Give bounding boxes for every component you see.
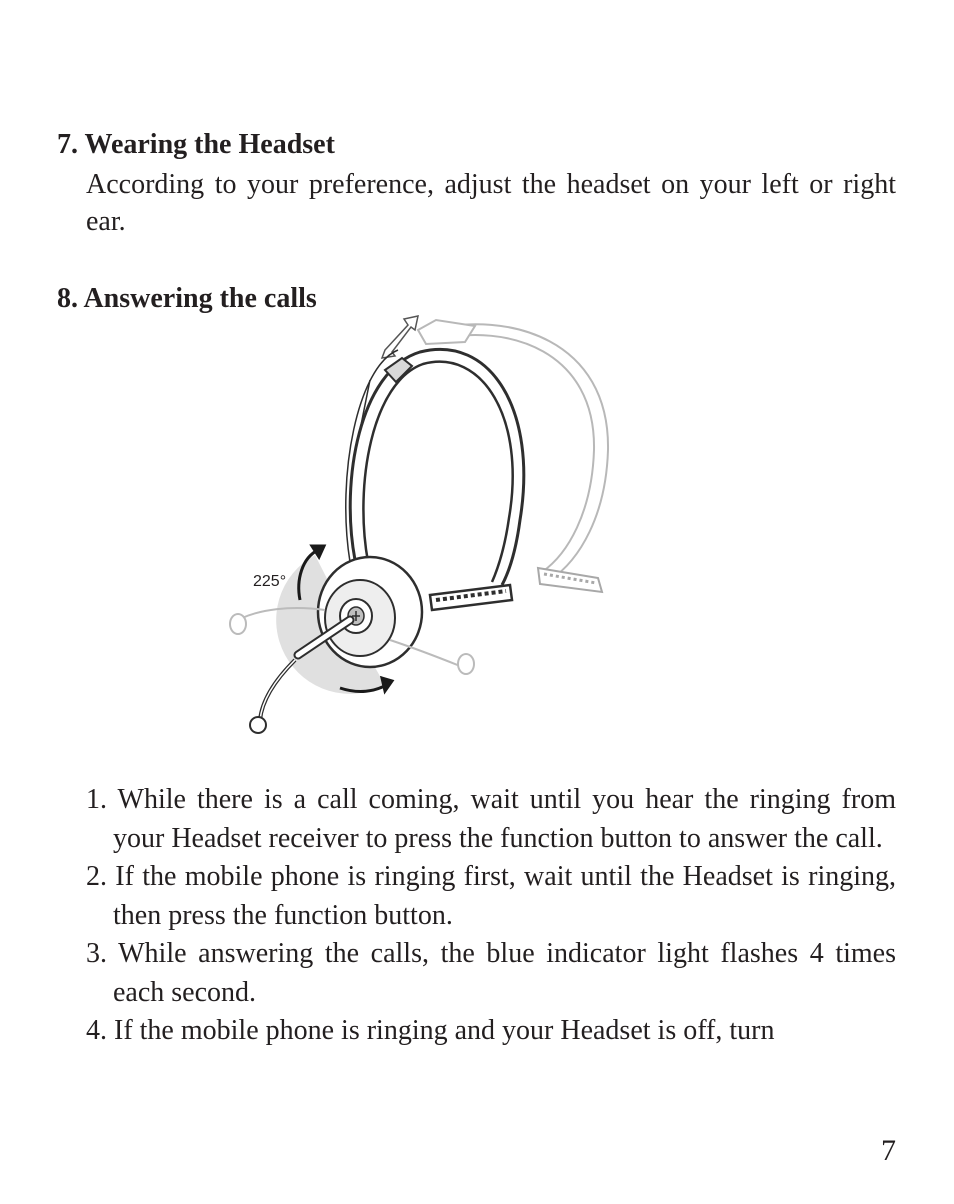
angle-label: 225° (253, 573, 287, 590)
section-7-heading: 7. Wearing the Headset (57, 129, 335, 160)
step-item: 4. If the mobile phone is ringing and your Headset is off, turn (86, 1015, 775, 1046)
stabilizer-pad (430, 585, 512, 610)
step-item: 3. While answering the calls, the blue indicator light flashes 4 times each second. (86, 938, 896, 1008)
section-8-heading: 8. Answering the calls (57, 283, 317, 314)
section-7-body: According to your preference, adjust the headset on your left or right ear. (86, 169, 896, 237)
step-item: 2. If the mobile phone is ringing first, wait until the Headset is ringing, then press the function button. (86, 861, 896, 931)
microphone-tip (250, 717, 266, 733)
headband-alternate-position (418, 320, 608, 580)
headband-slider (385, 358, 412, 382)
answering-steps (86, 781, 896, 1051)
step-item: 1. While there is a call coming, wait until you hear the ringing from your Headset receiver to press the function button to answer the call. (86, 784, 896, 854)
adjust-arrow-icon (382, 316, 418, 358)
page-number: 7 (881, 1134, 896, 1167)
earpad-alternate-position (538, 568, 602, 592)
headband (346, 349, 524, 585)
headset-illustration (220, 300, 620, 745)
earpiece (318, 557, 422, 667)
